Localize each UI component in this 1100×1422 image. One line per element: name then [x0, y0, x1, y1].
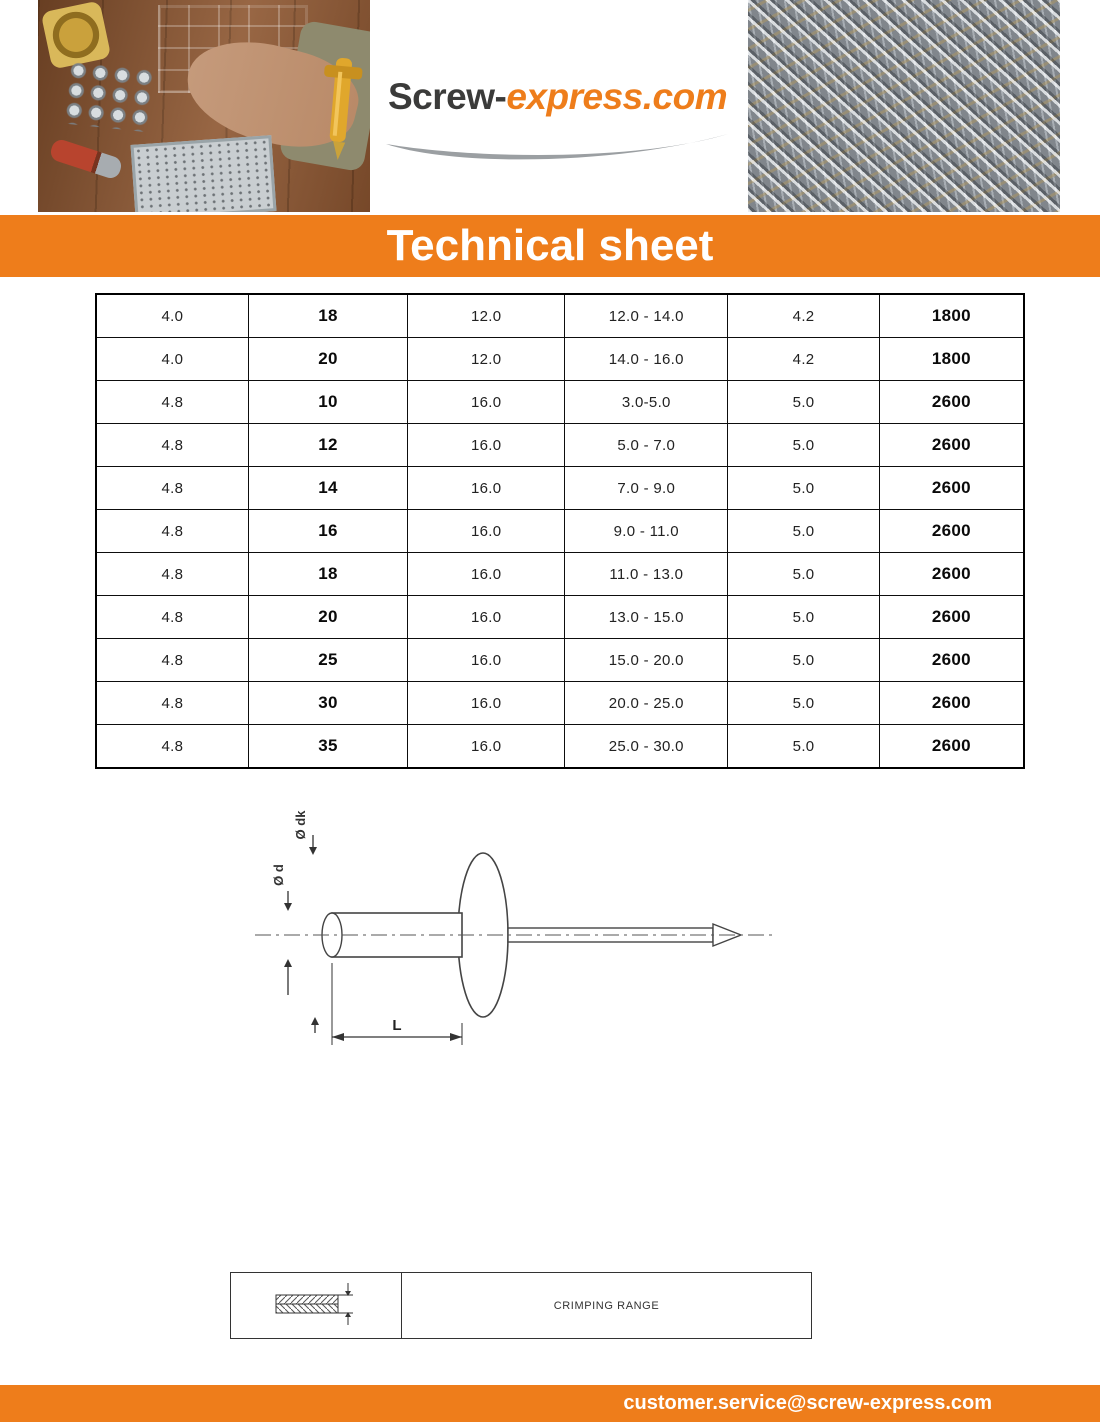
table-cell: 4.8 — [96, 682, 248, 725]
table-cell: 4.0 — [96, 294, 248, 338]
table-cell: 1800 — [879, 294, 1024, 338]
brand-name — [388, 76, 727, 118]
table-cell: 4.8 — [96, 424, 248, 467]
table-row — [96, 338, 1024, 381]
table-cell: 2600 — [879, 381, 1024, 424]
d-label: Ø d — [271, 864, 286, 886]
table-cell: 7.0 - 9.0 — [565, 467, 728, 510]
table-cell: 14.0 - 16.0 — [565, 338, 728, 381]
yellow-tool-icon — [312, 52, 368, 168]
table-cell: 5.0 — [728, 424, 879, 467]
table-cell: 16.0 — [408, 467, 565, 510]
dk-label: Ø dk — [293, 810, 308, 840]
page-title: Technical sheet — [386, 221, 714, 270]
table-row — [96, 510, 1024, 553]
customer-service-email[interactable]: customer.service@screw-express.com — [623, 1392, 992, 1414]
table-cell: 20 — [248, 596, 408, 639]
table-cell: 16.0 — [408, 596, 565, 639]
table-cell: 16 — [248, 510, 408, 553]
table-cell: 11.0 - 13.0 — [565, 553, 728, 596]
table-cell: 4.2 — [728, 294, 879, 338]
table-cell: 16.0 — [408, 510, 565, 553]
table-cell: 12.0 — [408, 338, 565, 381]
table-row — [96, 682, 1024, 725]
table-cell: 5.0 — [728, 381, 879, 424]
table-cell: 5.0 — [728, 639, 879, 682]
table-cell: 4.8 — [96, 381, 248, 424]
table-row — [96, 639, 1024, 682]
table-cell: 2600 — [879, 424, 1024, 467]
spec-table — [95, 293, 1025, 769]
crimping-range-label: CRIMPING RANGE — [553, 1299, 660, 1312]
table-cell: 12.0 - 14.0 — [565, 294, 728, 338]
table-cell: 2600 — [879, 510, 1024, 553]
crimping-range-box — [230, 1272, 812, 1339]
table-cell: 16.0 — [408, 553, 565, 596]
brand-name-accent: express.com — [506, 76, 728, 117]
table-cell: 4.8 — [96, 510, 248, 553]
table-cell: 4.2 — [728, 338, 879, 381]
table-cell: 5.0 — [728, 682, 879, 725]
table-cell: 30 — [248, 682, 408, 725]
crimping-drawing-cell — [231, 1273, 402, 1338]
screws-photo — [748, 0, 1060, 212]
title-banner — [0, 215, 1100, 277]
table-cell: 18 — [248, 553, 408, 596]
screw-tray — [131, 135, 277, 212]
table-cell: 4.8 — [96, 725, 248, 769]
table-cell: 2600 — [879, 639, 1024, 682]
table-row — [96, 553, 1024, 596]
table-row — [96, 725, 1024, 769]
table-row — [96, 294, 1024, 338]
logo-swoosh — [382, 130, 734, 170]
table-cell: 9.0 - 11.0 — [565, 510, 728, 553]
washers — [63, 60, 155, 133]
rivet-diagram — [255, 785, 785, 1055]
table-cell: 5.0 — [728, 510, 879, 553]
table-cell: 16.0 — [408, 381, 565, 424]
spec-table-body — [96, 294, 1024, 768]
table-cell: 4.0 — [96, 338, 248, 381]
table-cell: 5.0 - 7.0 — [565, 424, 728, 467]
table-cell: 4.8 — [96, 553, 248, 596]
table-cell: 25 — [248, 639, 408, 682]
table-cell: 14 — [248, 467, 408, 510]
table-cell: 20.0 - 25.0 — [565, 682, 728, 725]
table-cell: 18 — [248, 294, 408, 338]
table-cell: 15.0 - 20.0 — [565, 639, 728, 682]
table-row — [96, 467, 1024, 510]
table-cell: 25.0 - 30.0 — [565, 725, 728, 769]
table-row — [96, 381, 1024, 424]
table-cell: 5.0 — [728, 725, 879, 769]
table-cell: 12 — [248, 424, 408, 467]
table-cell: 2600 — [879, 725, 1024, 769]
table-cell: 5.0 — [728, 467, 879, 510]
table-cell: 12.0 — [408, 294, 565, 338]
footer-bar — [0, 1385, 1100, 1422]
table-cell: 2600 — [879, 467, 1024, 510]
crimping-drawing — [231, 1273, 401, 1335]
table-cell: 3.0-5.0 — [565, 381, 728, 424]
table-cell: 16.0 — [408, 639, 565, 682]
table-cell: 13.0 - 15.0 — [565, 596, 728, 639]
table-cell: 2600 — [879, 553, 1024, 596]
brand-name-dark: Screw- — [388, 76, 507, 117]
tape-measure — [41, 0, 112, 69]
screwdriver — [48, 137, 123, 180]
table-cell: 20 — [248, 338, 408, 381]
table-row — [96, 596, 1024, 639]
table-cell: 2600 — [879, 682, 1024, 725]
table-cell: 4.8 — [96, 467, 248, 510]
table-cell: 35 — [248, 725, 408, 769]
table-cell: 1800 — [879, 338, 1024, 381]
table-cell: 10 — [248, 381, 408, 424]
table-cell: 4.8 — [96, 639, 248, 682]
table-cell: 16.0 — [408, 424, 565, 467]
table-cell: 16.0 — [408, 682, 565, 725]
table-cell: 4.8 — [96, 596, 248, 639]
table-cell: 5.0 — [728, 596, 879, 639]
logo — [370, 0, 748, 212]
table-cell: 2600 — [879, 596, 1024, 639]
table-cell: 16.0 — [408, 725, 565, 769]
length-label: L — [392, 1017, 402, 1034]
crimping-label-cell — [402, 1273, 811, 1338]
table-cell: 5.0 — [728, 553, 879, 596]
table-row — [96, 424, 1024, 467]
